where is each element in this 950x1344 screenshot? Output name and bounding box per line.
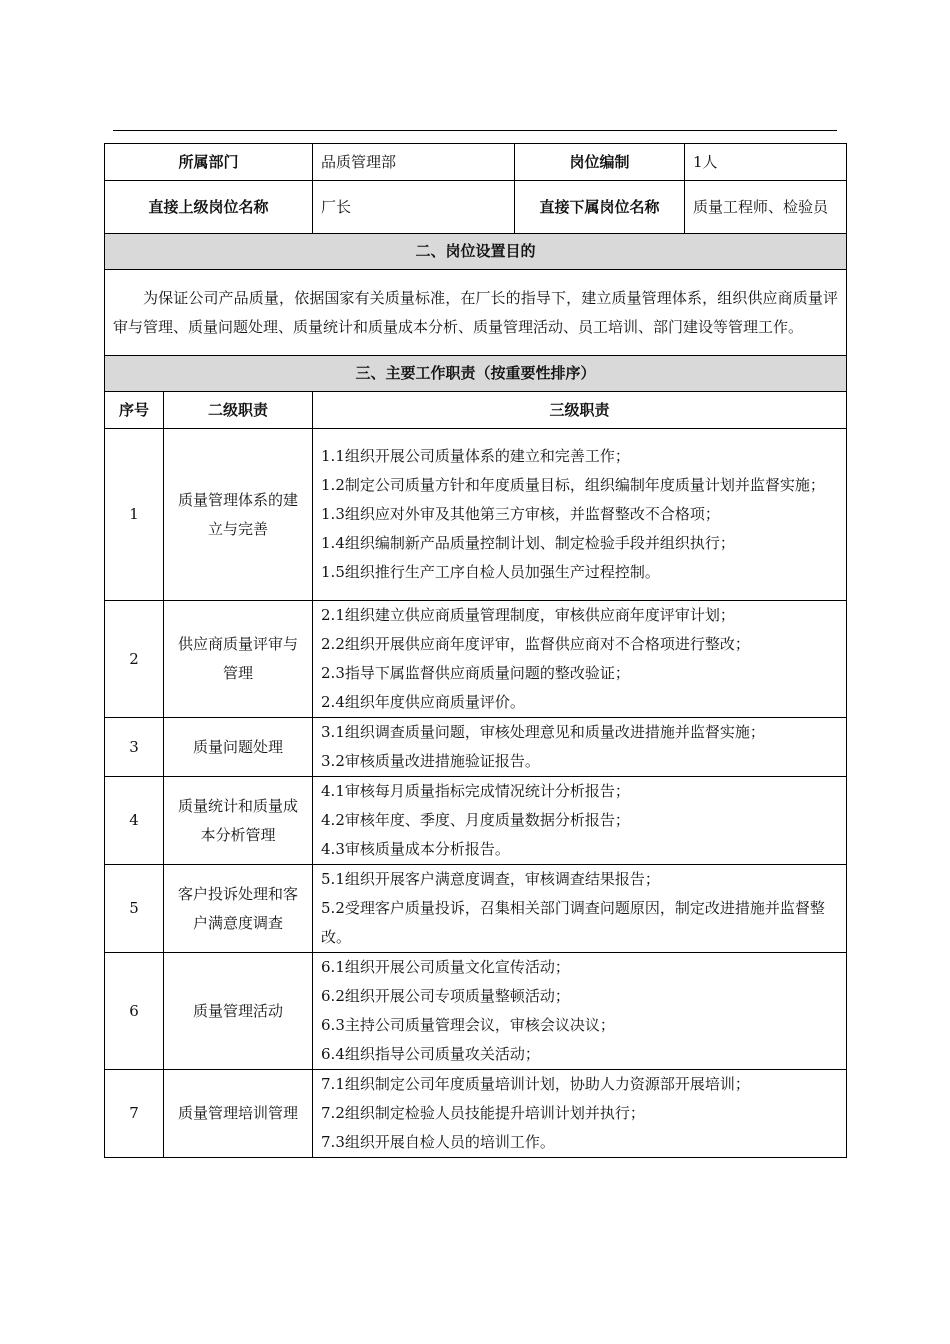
duty-no: 3	[105, 718, 164, 777]
duty-item: 1.2制定公司质量方针和年度质量目标，组织编制年度质量计划并监督实施；	[321, 476, 825, 494]
duty-item: 1.4组织编制新产品质量控制计划、制定检验手段并组织执行；	[321, 534, 735, 552]
col-no-header: 序号	[105, 392, 164, 429]
duty-item: 3.2审核质量改进措施验证报告。	[321, 752, 540, 770]
duty-item: 7.1组织制定公司年度质量培训计划，协助人力资源部开展培训；	[321, 1075, 750, 1093]
headcount-value: 1人	[685, 144, 847, 181]
purpose-row	[105, 270, 847, 356]
duty-row	[105, 718, 847, 777]
duty-level3-cell	[313, 953, 847, 1070]
duty-level3-cell	[313, 777, 847, 865]
duty-item: 1.3组织应对外审及其他第三方审核，并监督整改不合格项；	[321, 505, 720, 523]
duty-row	[105, 429, 847, 601]
duty-row	[105, 865, 847, 953]
duty-item: 7.3组织开展自检人员的培训工作。	[321, 1133, 555, 1151]
duty-level2: 客户投诉处理和客户满意度调查	[164, 865, 313, 953]
duties-heading-row	[105, 356, 847, 392]
duty-level3-cell	[313, 601, 847, 718]
dept-row	[105, 144, 847, 181]
subordinate-label: 直接下属岗位名称	[515, 181, 685, 234]
job-description-table	[104, 143, 847, 1158]
duty-level2: 质量问题处理	[164, 718, 313, 777]
duty-level2: 质量统计和质量成本分析管理	[164, 777, 313, 865]
duty-level2: 质量管理体系的建立与完善	[164, 429, 313, 601]
purpose-title: 二、岗位设置目的	[105, 234, 847, 270]
duty-item: 6.1组织开展公司质量文化宣传活动；	[321, 958, 570, 976]
duty-row	[105, 777, 847, 865]
duty-no: 4	[105, 777, 164, 865]
duty-row	[105, 1070, 847, 1158]
duty-item: 5.1组织开展客户满意度调查，审核调查结果报告；	[321, 870, 660, 888]
duty-item: 4.1审核每月质量指标完成情况统计分析报告；	[321, 782, 630, 800]
duty-level3-cell	[313, 865, 847, 953]
subordinate-value: 质量工程师、检验员	[685, 181, 847, 234]
superior-value: 厂长	[313, 181, 515, 234]
headcount-label: 岗位编制	[515, 144, 685, 181]
duty-item: 6.4组织指导公司质量攻关活动；	[321, 1045, 540, 1063]
duty-item: 7.2组织制定检验人员技能提升培训计划并执行；	[321, 1104, 645, 1122]
duty-no: 2	[105, 601, 164, 718]
purpose-text: 为保证公司产品质量，依据国家有关质量标准，在厂长的指导下，建立质量管理体系，组织供应商质量评审与管理、质量问题处理、质量统计和质量成本分析、质量管理活动、员工培训、部门建设等管理工作。	[105, 270, 847, 356]
dept-value: 品质管理部	[313, 144, 515, 181]
duty-item: 2.4组织年度供应商质量评价。	[321, 693, 525, 711]
duty-item: 3.1组织调查质量问题，审核处理意见和质量改进措施并监督实施；	[321, 723, 765, 741]
duty-item: 2.2组织开展供应商年度评审，监督供应商对不合格项进行整改；	[321, 635, 750, 653]
duty-item: 6.2组织开展公司专项质量整顿活动；	[321, 987, 570, 1005]
duty-item: 4.2审核年度、季度、月度质量数据分析报告；	[321, 811, 630, 829]
duty-level2: 供应商质量评审与管理	[164, 601, 313, 718]
duties-column-header-row	[105, 392, 847, 429]
duty-level3-cell	[313, 718, 847, 777]
duty-row	[105, 601, 847, 718]
duty-level3-cell	[313, 429, 847, 601]
duty-item: 5.2受理客户质量投诉，召集相关部门调查问题原因，制定改进措施并监督整改。	[321, 899, 825, 946]
superior-row	[105, 181, 847, 234]
duty-item: 2.3指导下属监督供应商质量问题的整改验证；	[321, 664, 630, 682]
purpose-heading-row	[105, 234, 847, 270]
duties-title: 三、主要工作职责（按重要性排序）	[105, 356, 847, 392]
duty-item: 1.5组织推行生产工序自检人员加强生产过程控制。	[321, 563, 660, 581]
header-rule	[113, 130, 837, 131]
col-level3-header: 三级职责	[313, 392, 847, 429]
col-level2-header: 二级职责	[164, 392, 313, 429]
duty-item: 6.3主持公司质量管理会议，审核会议决议；	[321, 1016, 615, 1034]
duty-no: 7	[105, 1070, 164, 1158]
duty-level2: 质量管理活动	[164, 953, 313, 1070]
duty-item: 1.1组织开展公司质量体系的建立和完善工作；	[321, 447, 630, 465]
dept-label: 所属部门	[105, 144, 313, 181]
duty-item: 2.1组织建立供应商质量管理制度，审核供应商年度评审计划；	[321, 606, 735, 624]
duty-item: 4.3审核质量成本分析报告。	[321, 840, 510, 858]
duty-level2: 质量管理培训管理	[164, 1070, 313, 1158]
duty-no: 1	[105, 429, 164, 601]
superior-label: 直接上级岗位名称	[105, 181, 313, 234]
duty-row	[105, 953, 847, 1070]
duty-no: 5	[105, 865, 164, 953]
duty-no: 6	[105, 953, 164, 1070]
duty-level3-cell	[313, 1070, 847, 1158]
